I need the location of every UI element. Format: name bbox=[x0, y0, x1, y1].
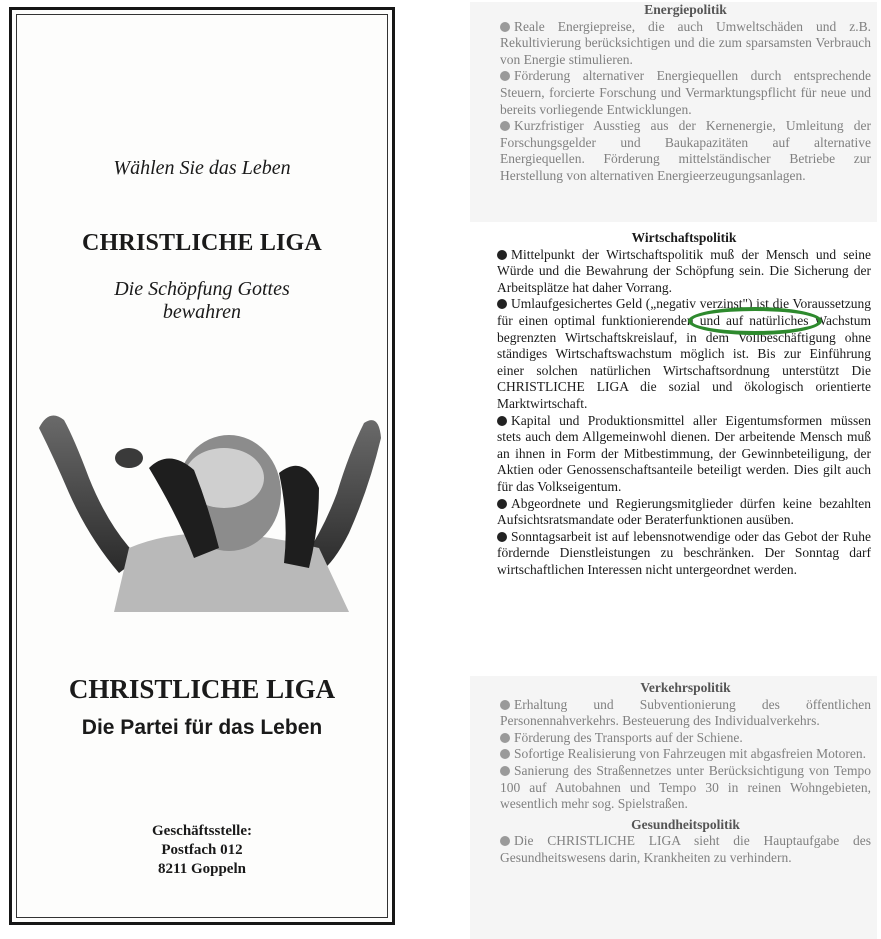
section-energiepolitik bbox=[470, 2, 877, 222]
list-item: Reale Energiepreise, die auch Umweltschäden und z.B. Rekultivierung berücksichtigen und die zum sparsamsten Verbrauch von Energie stimulieren. bbox=[500, 18, 871, 67]
list-item: Erhaltung und Subventionierung des öffentlichen Personennahverkehrs. Besteuerung des Individualverkehrs. bbox=[500, 696, 871, 729]
bullet-icon bbox=[500, 836, 510, 846]
bullet-icon bbox=[500, 121, 510, 131]
list-item: Sanierung des Straßennetzes unter Berücksichtigung von Tempo 100 auf Autobahnen und Tempo 30 in reinen Wohngebieten, wesentlich mehr sog. Spielstraßen. bbox=[500, 762, 871, 812]
list-item: Kapital und Produktionsmittel aller Eigentumsformen müssen stets auch dem Allgemeinwohl dienen. Der arbeitende Mensch muß an ihnen in Form der Mitbestimmung, der Gewinnbeteiligung, der Aktien oder Genossenschaftsanteile beteiligt werden. Dies gilt auch für das Volkseigentum. bbox=[497, 412, 871, 494]
flyer-slogan-line1: Die Schöpfung Gottes bbox=[114, 278, 290, 300]
bullet-icon bbox=[500, 700, 510, 710]
flyer bbox=[9, 7, 395, 925]
flyer-slogan-line2: bewahren bbox=[162, 301, 242, 323]
list-item: Umlaufgesichertes Geld („negativ verzinst") ist die Voraussetzung für einen optimal funktionierenden und auf natürliches Wachstum begrenzten Wirtschaftskreislauf, in dem Vollbeschäftigung ohne ständiges Wirtschaftswachstum möglich ist. Bis zur Einführung einer solchen natürlichen Wirtschaftsordnung unterstützt Die CHRISTLICHE LIGA die sozial und ökologisch orientierte Marktwirtschaft. bbox=[497, 296, 871, 411]
bullet-icon bbox=[500, 733, 510, 743]
flyer-address bbox=[12, 822, 392, 879]
child-photo bbox=[19, 398, 387, 612]
section-verkehrspolitik bbox=[470, 676, 877, 939]
highlight-circle bbox=[688, 307, 822, 335]
bullet-icon bbox=[497, 299, 507, 309]
section-title-verkehr: Verkehrspolitik bbox=[640, 680, 731, 695]
bullet-icon bbox=[500, 749, 510, 759]
bullet-icon bbox=[500, 22, 510, 32]
section-wirtschaftspolitik bbox=[497, 230, 871, 578]
list-item: Förderung des Transports auf der Schiene. bbox=[500, 730, 871, 747]
list-item: Sofortige Realisierung von Fahrzeugen mit abgasfreien Motoren. bbox=[500, 746, 871, 763]
list-item: Die CHRISTLICHE LIGA sieht die Hauptaufgabe des Gesundheitswesens darin, Krankheiten zu verhindern. bbox=[500, 833, 871, 865]
list-item: Mittelpunkt der Wirtschaftspolitik muß der Mensch und seine Würde und die Bewahrung der Schöpfung sein. Die Sicherung der Arbeitsplätze hat daher Vorrang. bbox=[497, 246, 871, 295]
flyer-party-title: CHRISTLICHE LIGA bbox=[82, 230, 322, 256]
bullet-icon bbox=[500, 71, 510, 81]
section-title-gesundheit: Gesundheitspolitik bbox=[631, 816, 740, 832]
list-item: Sonntagsarbeit ist auf lebensnotwendige oder das Gebot der Ruhe fördernde Dienstleistungen zu beschränken. Der Sonntag darf wirtschaftlichen Interessen nicht untergeordnet werden. bbox=[497, 528, 871, 577]
bullet-icon bbox=[500, 766, 510, 776]
address-city: 8211 Goppeln bbox=[158, 861, 246, 877]
flyer-tagline: Wählen Sie das Leben bbox=[113, 157, 291, 179]
flyer-bottom-title: CHRISTLICHE LIGA bbox=[68, 674, 336, 704]
bullet-icon bbox=[497, 499, 507, 509]
bullet-icon bbox=[497, 532, 507, 542]
bullet-icon bbox=[497, 416, 507, 426]
list-item: Abgeordnete und Regierungsmitglieder dürfen keine bezahlten Aufsichtsratsmandate oder Beraterfunktionen ausüben. bbox=[497, 495, 871, 528]
address-label: Geschäftsstelle: bbox=[152, 823, 252, 839]
bullet-icon bbox=[497, 250, 507, 260]
list-item: Förderung alternativer Energiequellen durch entsprechende Steuern, forcierte Forschung und Vermarktungspflicht für neue und bereits vorliegende Entwicklungen. bbox=[500, 68, 871, 117]
flyer-slogan bbox=[12, 278, 392, 324]
address-box: Postfach 012 bbox=[161, 842, 243, 858]
flyer-bottom-subtitle: Die Partei für das Leben bbox=[81, 716, 323, 739]
section-title-energie: Energiepolitik bbox=[644, 2, 727, 17]
section-title-wirtschaft: Wirtschaftspolitik bbox=[631, 230, 737, 245]
list-item: Kurzfristiger Ausstieg aus der Kernenergie, Umleitung der Forschungsgelder und Baukapazitäten auf alternative Energiequellen. Förderung mittelständischer Betriebe zur Herstellung von alternativen Energieerzeugungsanlagen. bbox=[500, 118, 871, 183]
